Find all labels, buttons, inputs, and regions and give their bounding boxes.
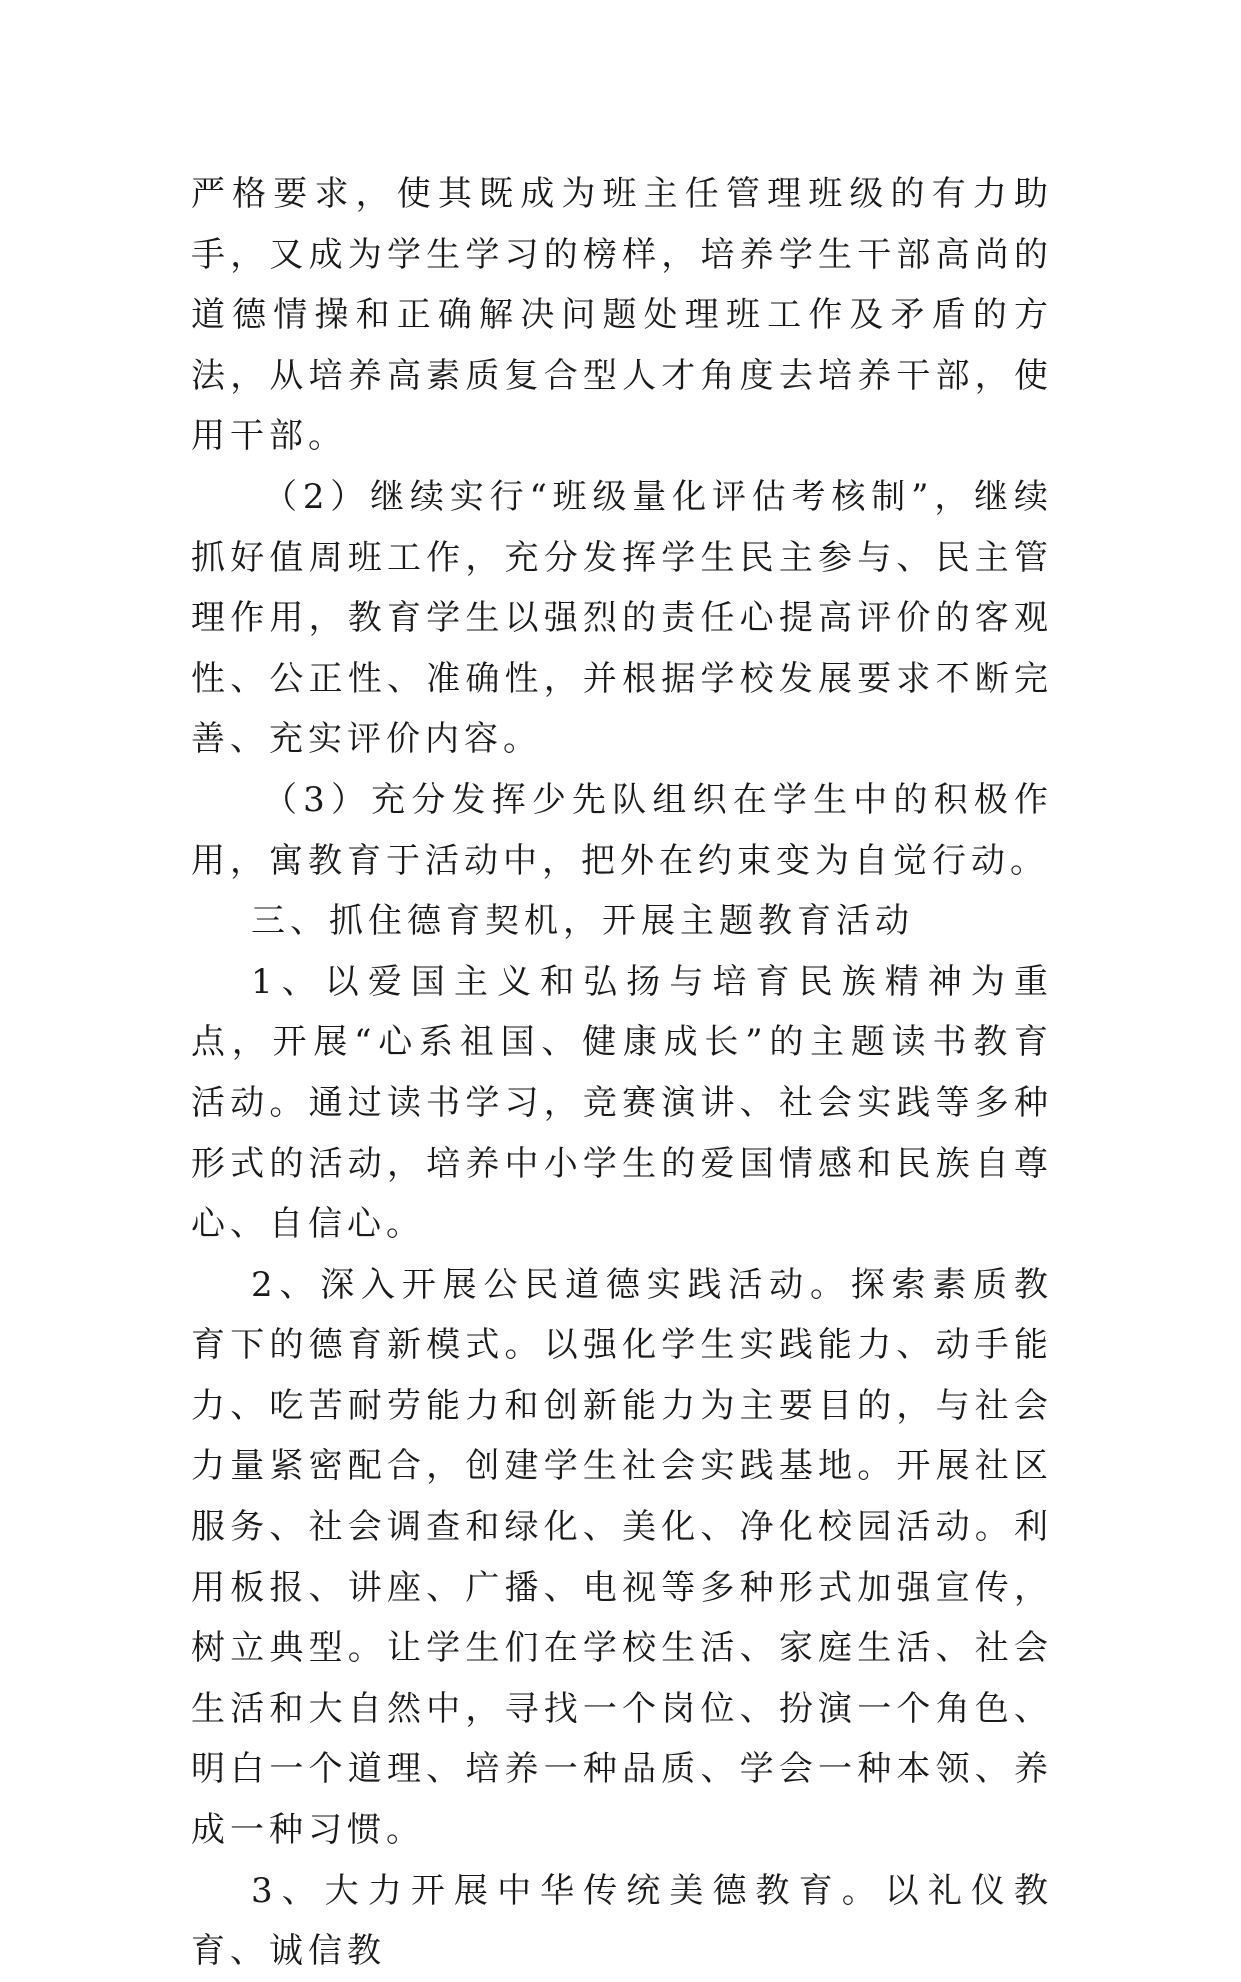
paragraph-item-2: （2）继续实行“班级量化评估考核制”，继续抓好值周班工作，充分发挥学生民主参与、民主管理作用，教育学生以强烈的责任心提高评价的客观性、公正性、准确性，并根据学校发展要求不断完善、充实评价内容。 [191, 476, 1053, 760]
paragraph-point-1: 1、以爱国主义和弘扬与培育民族精神为重点，开展“心系祖国、健康成长”的主题读书教育活动。通过读书学习，竞赛演讲、社会实践等多种形式的活动，培养中小学生的爱国情感和民族自尊心、自信心。 [191, 961, 1053, 1245]
paragraph-point-3: 3、大力开展中华传统美德教育。以礼仪教育、诚信教 [191, 1870, 1053, 1972]
document-body [191, 164, 1053, 1982]
section-heading-3: 三、抓住德育契机，开展主题教育活动 [251, 901, 914, 942]
paragraph-continuation: 严格要求，使其既成为班主任管理班级的有力助手，又成为学生学习的榜样，培养学生干部高尚的道德情操和正确解决问题处理班工作及矛盾的方法，从培养高素质复合型人才角度去培养干部，使用干部。 [191, 174, 1053, 457]
paragraph-item-3: （3）充分发挥少先队组织在学生中的积极作用，寓教育于活动中，把外在约束变为自觉行动。 [191, 779, 1053, 881]
paragraph-point-2: 2、深入开展公民道德实践活动。探索素质教育下的德育新模式。以强化学生实践能力、动手能力、吃苦耐劳能力和创新能力为主要目的，与社会力量紧密配合，创建学生社会实践基地。开展社区服务、社会调查和绿化、美化、净化校园活动。利用板报、讲座、广播、电视等多种形式加强宣传，树立典型。让学生们在学校生活、家庭生活、社会生活和大自然中，寻找一个岗位、扮演一个角色、明白一个道理、培养一种品质、学会一种本领、养成一种习惯。 [191, 1264, 1053, 1851]
